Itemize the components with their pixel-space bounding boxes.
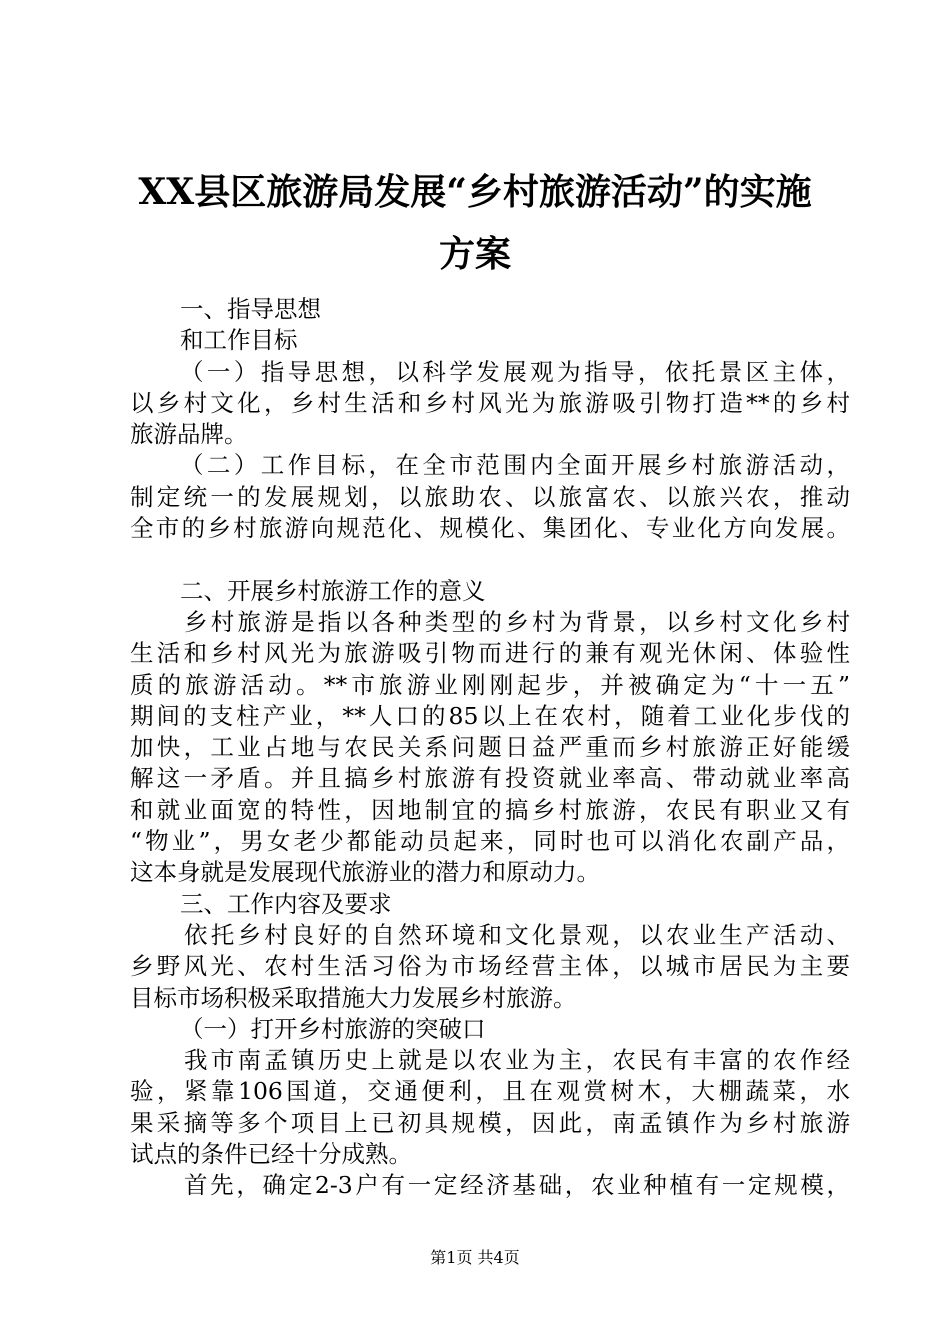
paragraph-line: 我市南孟镇历史上就是以农业为主，农民有丰富的农作经 [184,1046,850,1075]
paragraph-line: 乡野风光、农村生活习俗为市场经营主体，以城市居民为主要 [130,952,850,981]
subsection-heading: （一）打开乡村旅游的突破口 [180,1014,486,1043]
paragraph-line: 加快，工业占地与农民关系问题日益严重而乡村旅游正好能缓 [130,733,850,762]
section-heading: 二、开展乡村旅游工作的意义 [180,576,486,605]
paragraph-line: 验，紧靠106国道，交通便利，且在观赏树木，大棚蔬菜，水 [130,1077,850,1106]
paragraph-line: 乡村旅游是指以各种类型的乡村为背景，以乡村文化乡村 [184,607,850,636]
section-heading-cont: 和工作目标 [180,326,298,355]
section-heading: 三、工作内容及要求 [180,889,392,918]
paragraph-line: 和就业面宽的特性，因地制宜的搞乡村旅游，农民有职业又有 [130,795,850,824]
paragraph-line: 旅游品牌。 [130,420,248,449]
paragraph-line: 目标市场积极采取措施大力发展乡村旅游。 [130,983,577,1012]
paragraph-line: （二）工作目标，在全市范围内全面开展乡村旅游活动， [180,451,850,480]
paragraph-line: 生活和乡村风光为旅游吸引物而进行的兼有观光休闲、体验性 [130,639,850,668]
paragraph-line: 这本身就是发展现代旅游业的潜力和原动力。 [130,858,600,887]
paragraph-gap [130,544,850,575]
paragraph-line: “物业”，男女老少都能动员起来，同时也可以消化农副产品， [130,827,850,856]
document-body [130,294,850,1202]
document-title-line1: XX县区旅游局发展“乡村旅游活动”的实施 [138,171,812,213]
paragraph-line: 制定统一的发展规划，以旅助农、以旅富农、以旅兴农，推动 [130,482,850,511]
page-footer: 第1页 共4页 [430,1248,520,1267]
paragraph-line: 以乡村文化，乡村生活和乡村风光为旅游吸引物打造**的乡村 [130,388,850,417]
paragraph-line: 依托乡村良好的自然环境和文化景观，以农业生产活动、 [184,920,850,949]
paragraph-line: 首先，确定2-3户有一定经济基础，农业种植有一定规模， [184,1171,850,1200]
paragraph-line: 果采摘等多个项目上已初具规模，因此，南孟镇作为乡村旅游 [130,1108,850,1137]
paragraph-line: （一）指导思想，以科学发展观为指导，依托景区主体， [180,357,850,386]
paragraph-line: 试点的条件已经十分成熟。 [130,1140,412,1169]
paragraph-line: 质的旅游活动。**市旅游业刚刚起步，并被确定为“十一五” [130,670,850,699]
document-title-line2: 方案 [438,233,511,275]
paragraph-line: 期间的支柱产业，**人口的85以上在农村，随着工业化步伐的 [130,701,850,730]
paragraph-line: 全市的乡村旅游向规范化、规模化、集团化、专业化方向发展。 [130,514,850,543]
section-heading: 一、指导思想 [180,295,321,323]
paragraph-line: 解这一矛盾。并且搞乡村旅游有投资就业率高、带动就业率高 [130,764,850,793]
